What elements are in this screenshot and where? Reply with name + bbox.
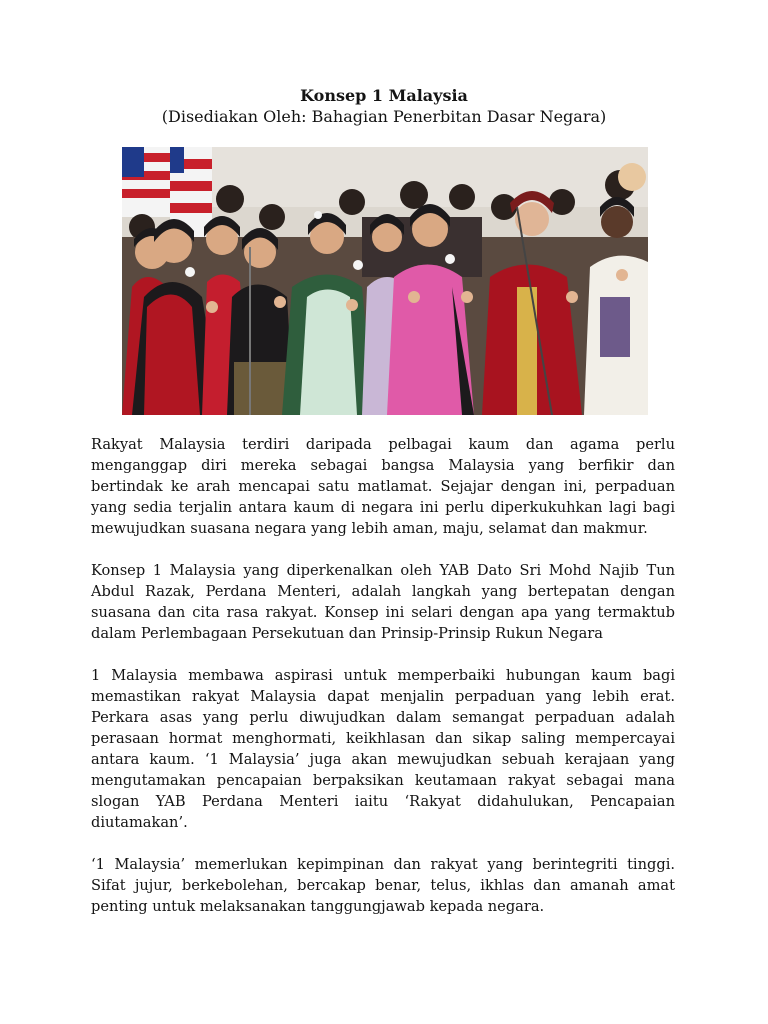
document-subtitle: (Disediakan Oleh: Bahagian Penerbitan Dasar Negara) bbox=[161, 107, 607, 126]
choir-group-photo bbox=[122, 147, 648, 415]
flag-left bbox=[122, 147, 170, 217]
document-body bbox=[91, 434, 675, 917]
paragraph-2: Konsep 1 Malaysia yang diperkenalkan oleh YAB Dato Sri Mohd Najib Tun Abdul Razak, Perdana Menteri, adalah langkah yang bertepatan dengan suasana dan cita rasa rakyat. Konsep ini selari dengan apa yang termaktub dalam Perlembagaan Persekutuan dan Prinsip-Prinsip Rukun Negara bbox=[91, 562, 675, 642]
paragraph-4: ‘1 Malaysia’ memerlukan kepimpinan dan rakyat yang berintegriti tinggi. Sifat jujur, berkebolehan, bercakap benar, telus, ikhlas dan amanah amat penting untuk melaksanakan tanggungjawab kepada negara. bbox=[91, 856, 675, 915]
paragraph-3: 1 Malaysia membawa aspirasi untuk memperbaiki hubungan kaum bagi memastikan rakyat Malaysia dapat menjalin perpaduan yang lebih erat. Perkara asas yang perlu diwujudkan dalam semangat perpaduan adalah perasaan hormat menghormati, keikhlasan dan sikap saling mempercayai antara kaum. ‘1 Malaysia’ juga akan mewujudkan sebuah kerajaan yang mengutamakan pencapaian berpaksikan keutamaan rakyat sebagai mana slogan YAB Perdana Menteri iaitu ‘Rakyat didahulukan, Pencapaian diutamakan’. bbox=[91, 667, 675, 831]
document-title: Konsep 1 Malaysia bbox=[300, 86, 468, 105]
paragraph-1: Rakyat Malaysia terdiri daripada pelbagai kaum dan agama perlu menganggap diri mereka sebagai bangsa Malaysia yang berfikir dan bertindak ke arah mencapai satu matlamat. Sejajar dengan ini, perpaduan yang sedia terjalin antara kaum di negara ini perlu diperkukuhkan lagi bagi mewujudkan suasana negara yang lebih aman, maju, selamat dan makmur. bbox=[91, 436, 675, 537]
